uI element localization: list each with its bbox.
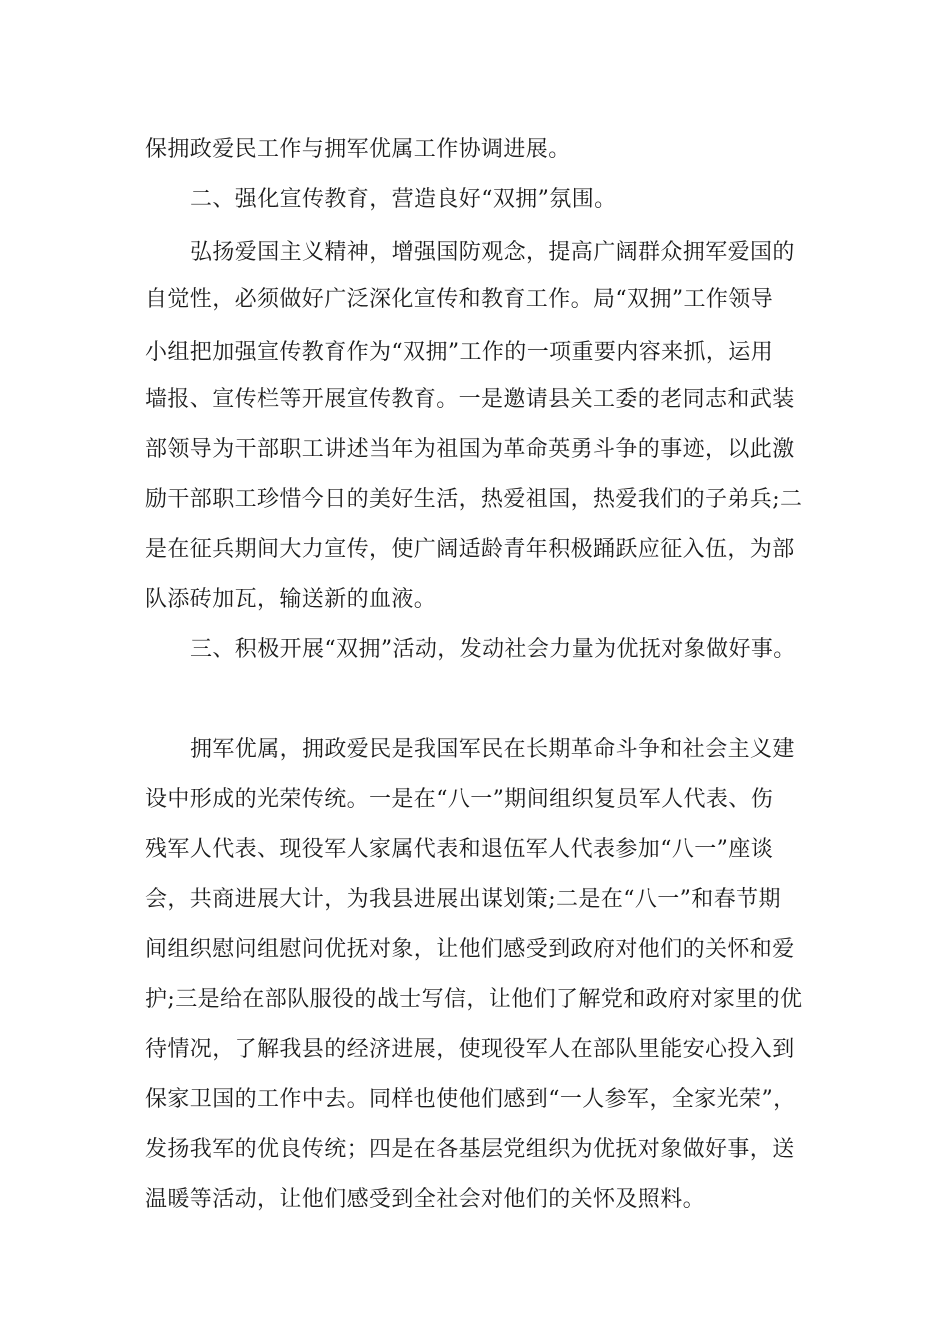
paragraph-line: 保家卫国的工作中去。同样也使他们感到“一人参军，全家光荣”， <box>145 1087 796 1112</box>
paragraph-line: 护;三是给在部队服役的战士写信，让他们了解党和政府对家里的优 <box>145 987 803 1012</box>
paragraph-line: 设中形成的光荣传统。一是在“八一”期间组织复员军人代表、伤 <box>145 787 774 812</box>
paragraph-line: 队添砖加瓦，输送新的血液。 <box>145 587 437 612</box>
paragraph-line: 是在征兵期间大力宣传，使广阔适龄青年积极踊跃应征入伍，为部 <box>145 537 795 562</box>
paragraph-line: 温暖等活动，让他们感受到全社会对他们的关怀及照料。 <box>145 1187 706 1212</box>
paragraph-line: 间组织慰问组慰问优抚对象，让他们感受到政府对他们的关怀和爱 <box>145 937 795 962</box>
section-heading-3: 三、积极开展“双拥”活动，发动社会力量为优抚对象做好事。 <box>190 637 796 662</box>
paragraph-line: 发扬我军的优良传统；四是在各基层党组织为优抚对象做好事，送 <box>145 1137 795 1162</box>
section-heading-2: 二、强化宣传教育，营造良好“双拥”氛围。 <box>190 187 617 212</box>
paragraph-line: 残军人代表、现役军人家属代表和退伍军人代表参加“八一”座谈 <box>145 837 774 862</box>
paragraph-line: 保拥政爱民工作与拥军优属工作协调进展。 <box>145 137 571 162</box>
paragraph-line: 会，共商进展大计，为我县进展出谋划策;二是在“八一”和春节期 <box>145 887 781 912</box>
paragraph-line: 部领导为干部职工讲述当年为祖国为革命英勇斗争的事迹，以此激 <box>145 437 795 462</box>
paragraph-line: 待情况，了解我县的经济进展，使现役军人在部队里能安心投入到 <box>145 1037 795 1062</box>
paragraph-line: 墙报、宣传栏等开展宣传教育。一是邀请县关工委的老同志和武装 <box>145 387 795 412</box>
paragraph-line: 自觉性，必须做好广泛深化宣传和教育工作。局“双拥”工作领导 <box>145 287 774 312</box>
paragraph-line: 弘扬爱国主义精神，增强国防观念，提高广阔群众拥军爱国的 <box>190 240 795 265</box>
paragraph-line: 拥军优属，拥政爱民是我国军民在长期革命斗争和社会主义建 <box>190 737 795 762</box>
paragraph-line: 励干部职工珍惜今日的美好生活，热爱祖国，热爱我们的子弟兵;二 <box>145 487 803 512</box>
paragraph-line: 小组把加强宣传教育作为“双拥”工作的一项重要内容来抓，运用 <box>145 340 774 365</box>
